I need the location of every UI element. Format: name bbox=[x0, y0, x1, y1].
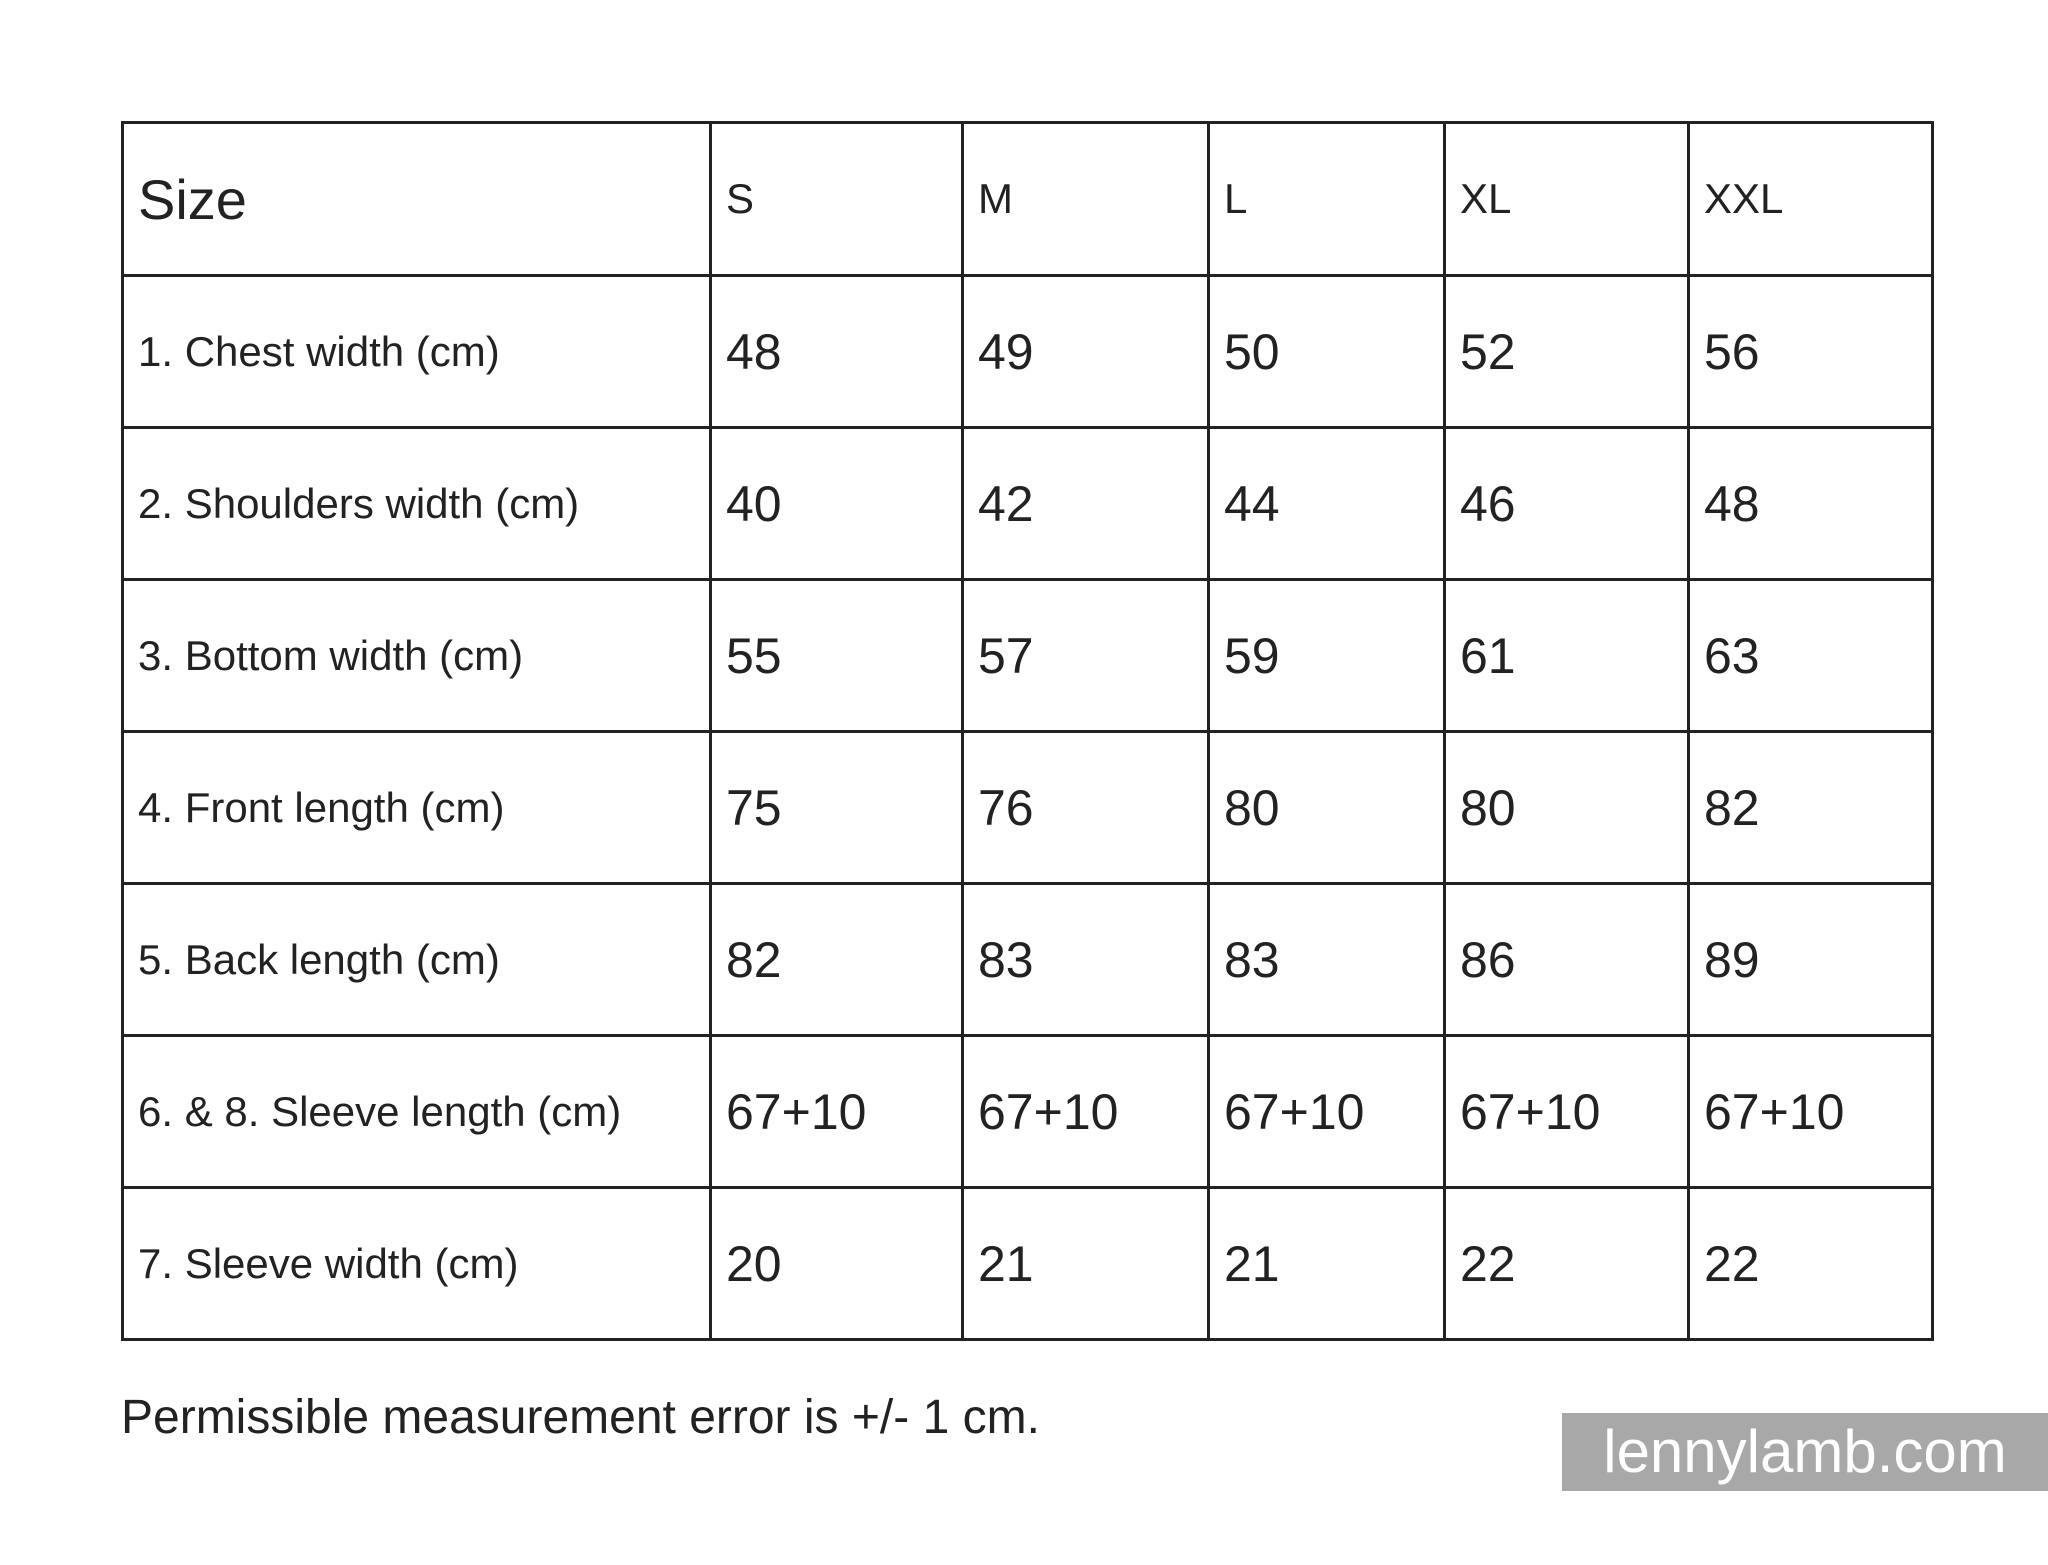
table-cell: 80 bbox=[1445, 732, 1689, 884]
table-cell: 42 bbox=[963, 428, 1209, 580]
table-cell: 76 bbox=[963, 732, 1209, 884]
table-cell: 44 bbox=[1209, 428, 1445, 580]
table-cell: 89 bbox=[1689, 884, 1933, 1036]
table-cell: 67+10 bbox=[963, 1036, 1209, 1188]
table-cell: 48 bbox=[711, 276, 963, 428]
measurement-error-note: Permissible measurement error is +/- 1 cm. bbox=[121, 1391, 1040, 1444]
table-cell: 83 bbox=[963, 884, 1209, 1036]
table-cell: 50 bbox=[1209, 276, 1445, 428]
table-cell: 67+10 bbox=[1209, 1036, 1445, 1188]
size-chart-table bbox=[121, 121, 1934, 1341]
header-size-m: M bbox=[963, 123, 1209, 276]
table-cell: 21 bbox=[1209, 1188, 1445, 1340]
row-label: 5. Back length (cm) bbox=[123, 884, 711, 1036]
table-cell: 75 bbox=[711, 732, 963, 884]
table-row bbox=[123, 1036, 1933, 1188]
header-size-s: S bbox=[711, 123, 963, 276]
table-cell: 86 bbox=[1445, 884, 1689, 1036]
table-row bbox=[123, 884, 1933, 1036]
table-cell: 67+10 bbox=[1689, 1036, 1933, 1188]
table-cell: 49 bbox=[963, 276, 1209, 428]
table-cell: 46 bbox=[1445, 428, 1689, 580]
table-cell: 83 bbox=[1209, 884, 1445, 1036]
table-cell: 63 bbox=[1689, 580, 1933, 732]
table-cell: 22 bbox=[1445, 1188, 1689, 1340]
header-size-l: L bbox=[1209, 123, 1445, 276]
table-cell: 82 bbox=[1689, 732, 1933, 884]
watermark-logo: lennylamb.com bbox=[1562, 1413, 2048, 1491]
table-cell: 52 bbox=[1445, 276, 1689, 428]
header-size-xxl: XXL bbox=[1689, 123, 1933, 276]
table-row bbox=[123, 428, 1933, 580]
row-label: 7. Sleeve width (cm) bbox=[123, 1188, 711, 1340]
table-cell: 82 bbox=[711, 884, 963, 1036]
table-cell: 55 bbox=[711, 580, 963, 732]
table-row bbox=[123, 732, 1933, 884]
table-cell: 61 bbox=[1445, 580, 1689, 732]
table-cell: 67+10 bbox=[711, 1036, 963, 1188]
table-cell: 40 bbox=[711, 428, 963, 580]
table-row bbox=[123, 276, 1933, 428]
table-cell: 59 bbox=[1209, 580, 1445, 732]
table-header-row bbox=[123, 123, 1933, 276]
row-label: 4. Front length (cm) bbox=[123, 732, 711, 884]
table-cell: 67+10 bbox=[1445, 1036, 1689, 1188]
table-cell: 22 bbox=[1689, 1188, 1933, 1340]
row-label: 1. Chest width (cm) bbox=[123, 276, 711, 428]
table-cell: 57 bbox=[963, 580, 1209, 732]
table-cell: 56 bbox=[1689, 276, 1933, 428]
table-cell: 48 bbox=[1689, 428, 1933, 580]
table-row bbox=[123, 1188, 1933, 1340]
table-row bbox=[123, 580, 1933, 732]
header-size-xl: XL bbox=[1445, 123, 1689, 276]
table-cell: 80 bbox=[1209, 732, 1445, 884]
table-cell: 20 bbox=[711, 1188, 963, 1340]
table-cell: 21 bbox=[963, 1188, 1209, 1340]
row-label: 2. Shoulders width (cm) bbox=[123, 428, 711, 580]
row-label: 3. Bottom width (cm) bbox=[123, 580, 711, 732]
header-size-label: Size bbox=[123, 123, 711, 276]
row-label: 6. & 8. Sleeve length (cm) bbox=[123, 1036, 711, 1188]
